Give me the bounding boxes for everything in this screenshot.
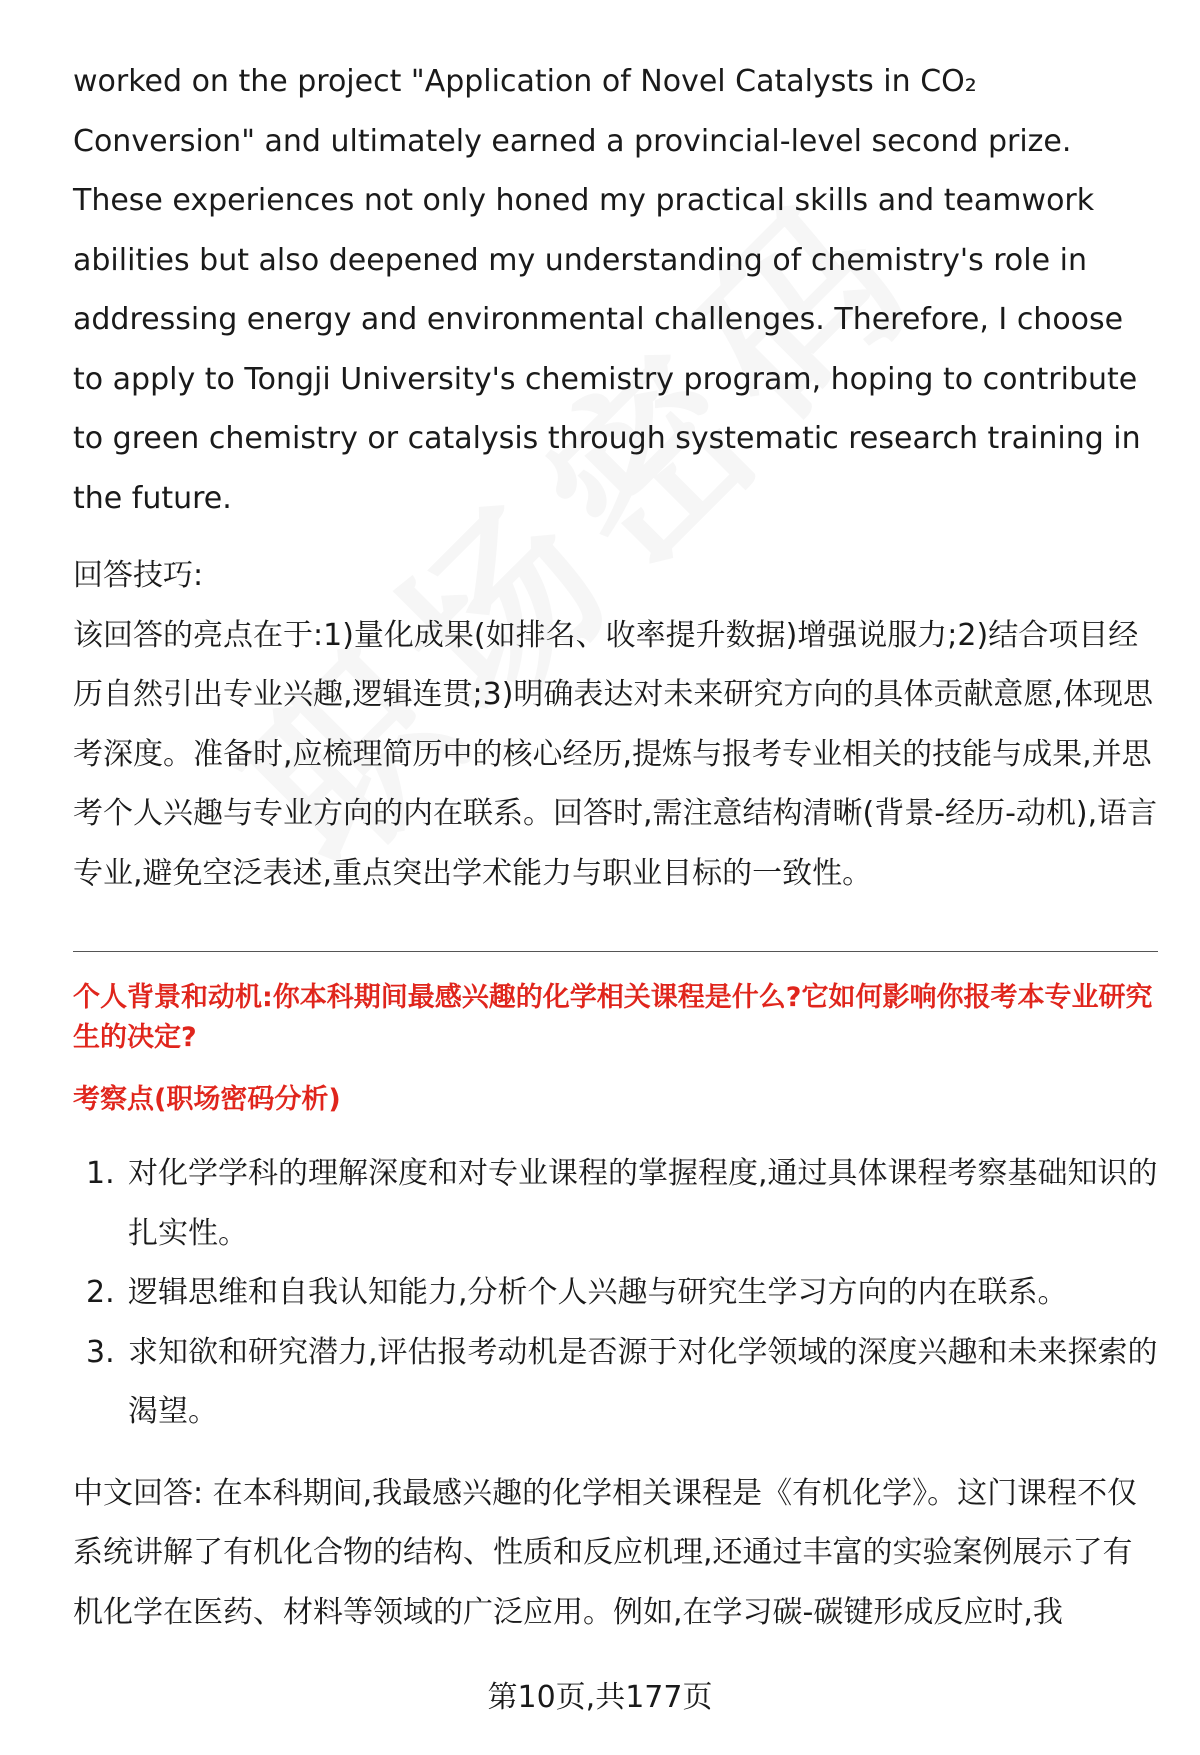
assessment-list (73, 1144, 1158, 1442)
list-item-number: 3. (86, 1334, 115, 1370)
tips-label: 回答技巧: (73, 558, 204, 593)
document-page (73, 52, 1158, 1642)
list-item-text: 逻辑思维和自我认知能力,分析个人兴趣与研究生学习方向的内在联系。 (128, 1275, 1068, 1310)
list-item-text: 求知欲和研究潜力,评估报考动机是否源于对化学领域的深度兴趣和未来探索的渴望。 (128, 1334, 1158, 1429)
assessment-heading: 考察点(职场密码分析) (73, 1084, 341, 1115)
list-item (73, 1263, 1158, 1323)
previous-answer-paragraph: worked on the project "Application of Novel Catalysts in CO₂ Conversion" and ultimately earned a provincial-level second prize. These experiences not only honed my practical skills and teamwork abilities but also deepened my understanding of chemistry's role in addressing energy and environmental challenges. Therefore, I choose to apply to Tongji University's chemistry program, hoping to contribute to green chemistry or catalysis through systematic research training in the future. (73, 64, 1141, 516)
list-item-text: 对化学学科的理解深度和对专业课程的掌握程度,通过具体课程考察基础知识的扎实性。 (128, 1156, 1158, 1251)
list-item-number: 2. (86, 1275, 115, 1310)
question-heading: 个人背景和动机:你本科期间最感兴趣的化学相关课程是什么?它如何影响你报考本专业研究生的决定? (73, 982, 1153, 1053)
page-indicator: 第10页,共177页 (487, 1680, 713, 1715)
section-divider (73, 951, 1158, 952)
list-item (73, 1323, 1158, 1442)
list-item (73, 1144, 1158, 1263)
chinese-answer-paragraph (73, 1464, 1158, 1643)
chinese-answer-text: 在本科期间,我最感兴趣的化学相关课程是《有机化学》。这门课程不仅系统讲解了有机化合物的结构、性质和反应机理,还通过丰富的实验案例展示了有机化学在医药、材料等领域的广泛应用。例如,在学习碳-碳键形成反应时,我 (73, 1475, 1138, 1630)
chinese-answer-label: 中文回答: (73, 1475, 204, 1511)
list-item-number: 1. (86, 1156, 115, 1191)
tips-paragraph: 该回答的亮点在于:1)量化成果(如排名、收率提升数据)增强说服力;2)结合项目经历自然引出专业兴趣,逻辑连贯;3)明确表达对未来研究方向的具体贡献意愿,体现思考深度。准备时,应梳理简历中的核心经历,提炼与报考专业相关的技能与成果,并思考个人兴趣与专业方向的内在联系。回答时,需注意结构清晰(背景-经历-动机),语言专业,避免空泛表述,重点突出学术能力与职业目标的一致性。 (73, 617, 1158, 891)
